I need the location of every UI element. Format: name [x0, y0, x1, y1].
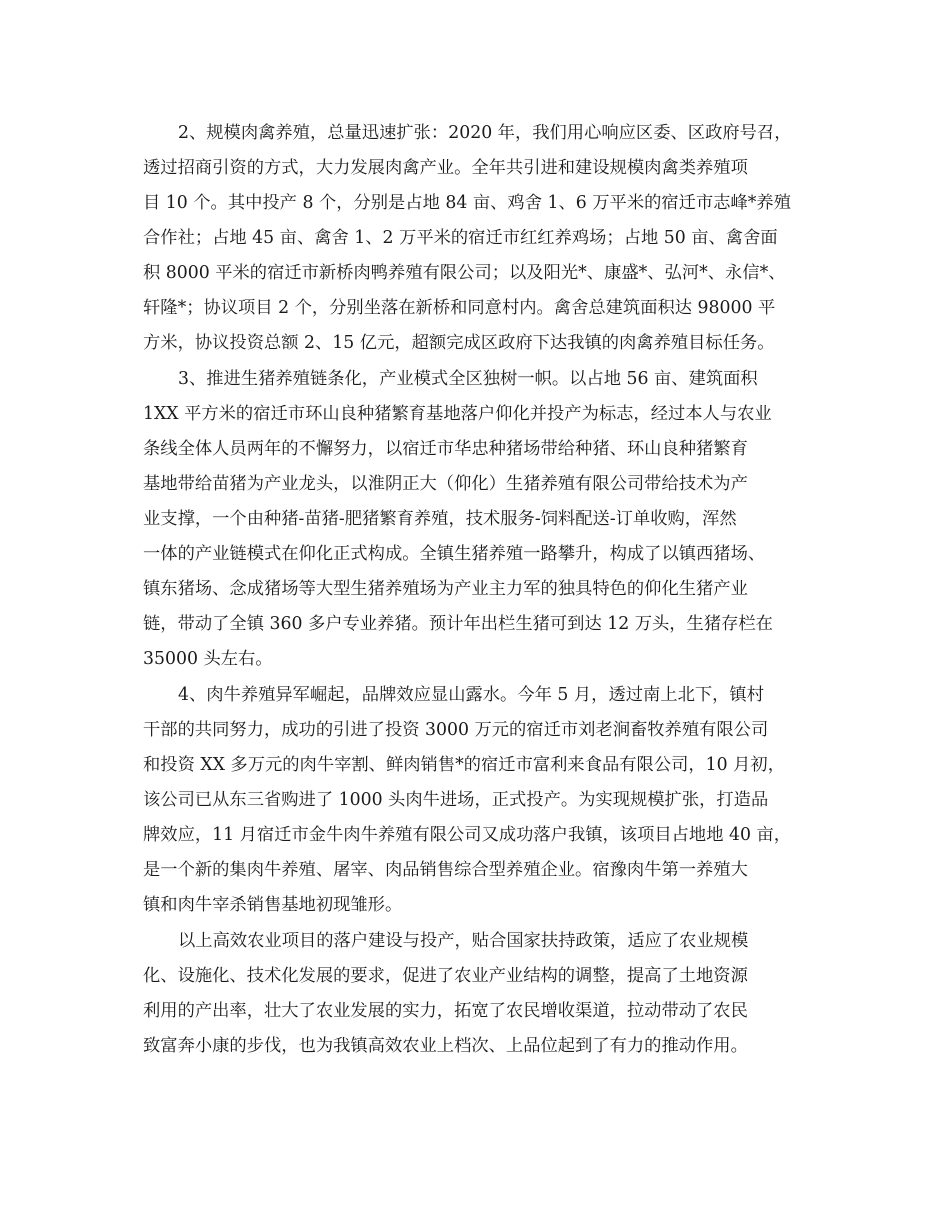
- paragraph-line: 基地带给苗猪为产业龙头，以淮阴正大（仰化）生猪养殖有限公司带给技术为产: [143, 474, 748, 494]
- paragraph-line: 透过招商引资的方式，大力发展肉禽产业。全年共引进和建设规模肉禽类养殖项: [143, 158, 748, 178]
- paragraph-line: 牌效应，11 月宿迁市金牛肉牛养殖有限公司又成功落户我镇，该项目占地地 40 亩，: [143, 825, 792, 845]
- paragraph-line: 1XX 平方米的宿迁市环山良种猪繁育基地落户仰化并投产为标志，经过本人与农业: [143, 404, 772, 424]
- paragraph-line: 镇和肉牛宰杀销售基地初现雏形。: [143, 895, 403, 915]
- paragraph-line: 3、推进生猪养殖链条化，产业模式全区独树一帜。以占地 56 亩、建筑面积: [178, 369, 758, 389]
- paragraph-line: 一体的产业链模式在仰化正式构成。全镇生猪养殖一路攀升，构成了以镇西猪场、: [143, 544, 766, 564]
- paragraph-line: 该公司已从东三省购进了 1000 头肉牛进场，正式投产。为实现规模扩张，打造品: [143, 790, 769, 810]
- paragraph-line: 4、肉牛养殖异军崛起，品牌效应显山露水。今年 5 月，透过南上北下，镇村: [178, 685, 764, 705]
- paragraph-line: 利用的产出率，壮大了农业发展的实力，拓宽了农民增收渠道，拉动带动了农民: [143, 1001, 748, 1021]
- paragraph-line: 链，带动了全镇 360 多户专业养猪。预计年出栏生猪可到达 12 万头，生猪存栏在: [143, 614, 773, 634]
- paragraph-line: 35000 头左右。: [143, 649, 273, 669]
- paragraph-line: 化、设施化、技术化发展的要求，促进了农业产业结构的调整，提高了土地资源: [143, 966, 748, 986]
- paragraph-line: 方米，协议投资总额 2、15 亿元，超额完成区政府下达我镇的肉禽养殖目标任务。: [143, 333, 775, 353]
- paragraph-line: 积 8000 平米的宿迁市新桥肉鸭养殖有限公司；以及阳光*、康盛*、弘河*、永信*、: [143, 263, 786, 283]
- paragraph-line: 致富奔小康的步伐，也为我镇高效农业上档次、上品位起到了有力的推动作用。: [143, 1036, 748, 1056]
- paragraph-line: 是一个新的集肉牛养殖、屠宰、肉品销售综合型养殖企业。宿豫肉牛第一养殖大: [143, 860, 748, 880]
- paragraph-line: 以上高效农业项目的落户建设与投产，贴合国家扶持政策，适应了农业规模: [178, 931, 749, 951]
- paragraph-line: 镇东猪场、念成猪场等大型生猪养殖场为产业主力军的独具特色的仰化生猪产业: [143, 579, 748, 599]
- paragraph-line: 和投资 XX 多万元的肉牛宰割、鲜肉销售*的宿迁市富利来食品有限公司，10 月初，: [143, 755, 785, 775]
- paragraph-line: 业支撑，一个由种猪-苗猪-肥猪繁育养殖，技术服务-饲料配送-订单收购，浑然: [143, 509, 737, 529]
- paragraph-line: 轩隆*；协议项目 2 个，分别坐落在新桥和同意村内。禽舍总建筑面积达 98000 平: [143, 298, 776, 318]
- paragraph-line: 干部的共同努力，成功的引进了投资 3000 万元的宿迁市刘老涧畜牧养殖有限公司: [143, 720, 769, 740]
- paragraph-line: 2、规模肉禽养殖，总量迅速扩张：2020 年，我们用心响应区委、区政府号召，: [178, 123, 792, 143]
- paragraph-line: 合作社；占地 45 亩、禽舍 1、2 万平米的宿迁市红红养鸡场；占地 50 亩、禽舍面: [143, 228, 778, 248]
- paragraph-line: 条线全体人员两年的不懈努力，以宿迁市华忠种猪场带给种猪、环山良种猪繁育: [143, 439, 748, 459]
- paragraph-line: 目 10 个。其中投产 8 个，分别是占地 84 亩、鸡舍 1、6 万平米的宿迁市志峰*养殖: [143, 193, 791, 213]
